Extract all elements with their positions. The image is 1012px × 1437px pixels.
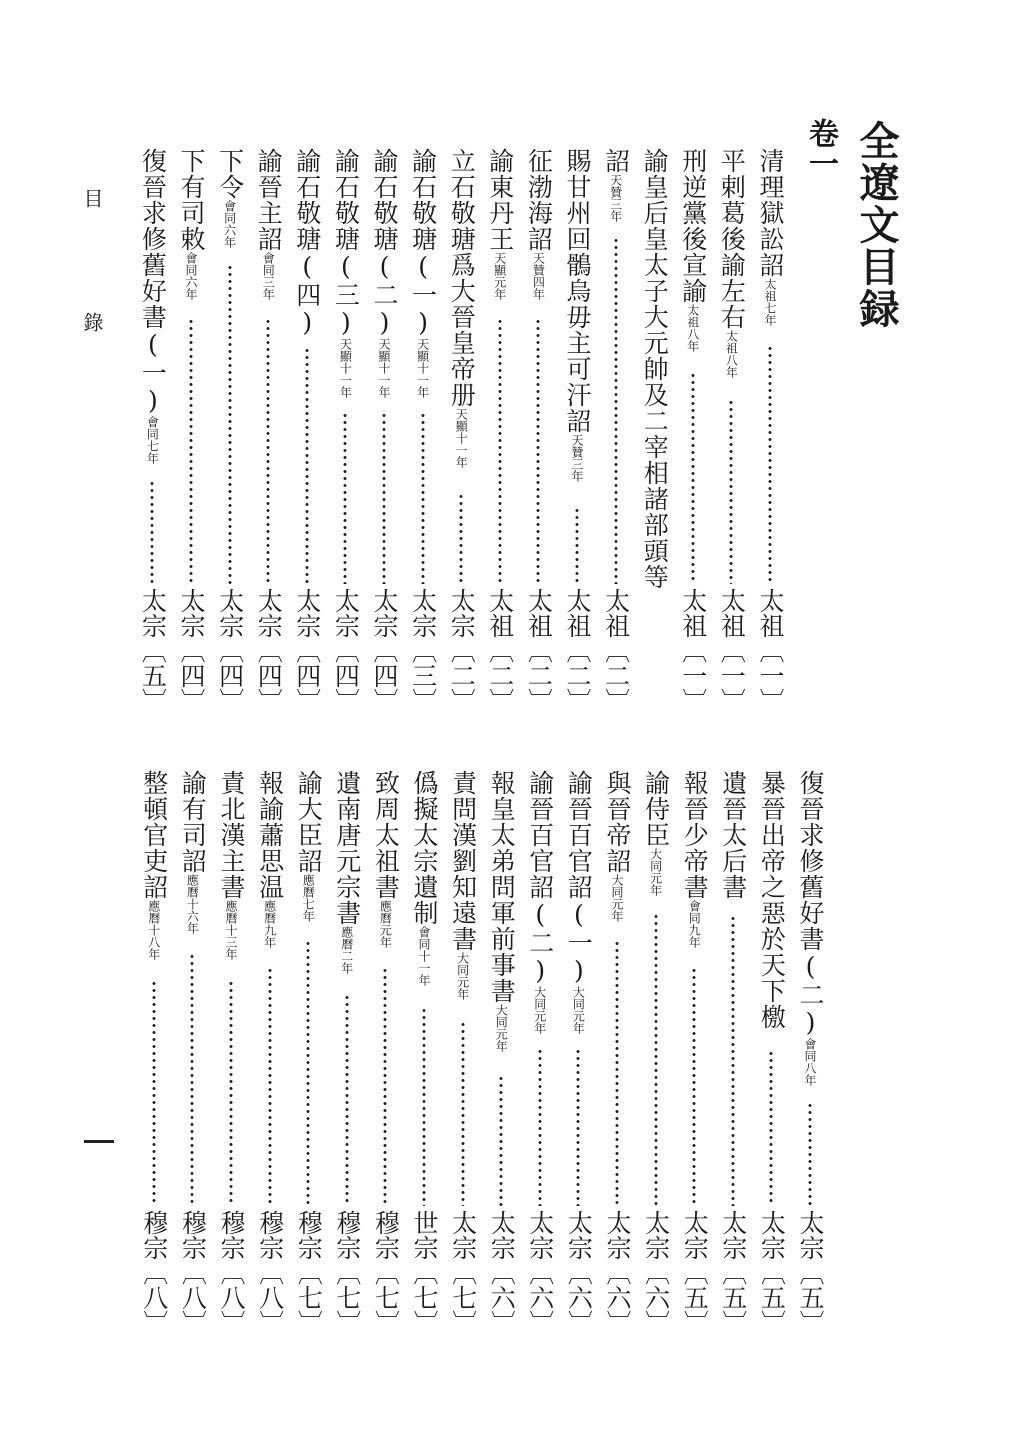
page-reference: 太祖〔二〕 [485,588,515,713]
toc-entry [136,770,172,960]
page-reference: 太宗〔三〕 [408,588,438,713]
toc-entry [329,770,365,974]
toc-entry [405,148,441,398]
entry-title: 諭石敬瑭(三) [331,148,361,338]
page-reference: 太祖〔二〕 [601,588,631,713]
entry-title: 立石敬瑭爲大晉皇帝册 [447,148,477,408]
toc-entry [638,770,674,896]
leader-dots [615,940,619,1206]
page-reference: 穆宗〔八〕 [178,1210,208,1335]
leader-dots [383,967,387,1206]
section-label: 目 錄 [80,188,104,372]
leader-dots [691,372,695,584]
entry-title: 平剌葛後諭左右 [717,148,747,330]
entry-title: 報諭蕭思温 [255,770,285,900]
page-reference: 太宗〔二〕 [447,588,477,713]
toc-entry [482,148,518,300]
leader-dots [731,915,735,1206]
page-reference: 太宗〔五〕 [680,1210,710,1335]
toc-entry [792,770,828,1086]
toc-entry [366,148,402,398]
page-reference: 太宗〔五〕 [138,588,168,713]
leader-dots [189,318,193,584]
toc-entry [598,148,634,222]
page-reference: 穆宗〔七〕 [332,1210,362,1335]
page-number [84,1140,114,1143]
page-reference: 太宗〔四〕 [177,588,206,713]
entry-title: 僞擬太宗遺制 [410,770,439,926]
entry-era: 大同元年 [532,986,547,1034]
toc-entry [289,148,325,338]
toc-entry [290,770,326,922]
leader-dots [190,953,194,1206]
entry-title: 下有司敕 [177,148,206,252]
entry-era: 天贊三年 [608,174,623,222]
leader-dots [459,493,463,584]
page-reference: 太宗〔六〕 [641,1210,671,1335]
page-reference: 穆宗〔八〕 [255,1210,285,1335]
toc-entry [636,148,672,590]
leader-dots [654,913,658,1206]
entry-era: 大同元年 [571,986,586,1034]
entry-era: 太祖七年 [763,278,777,326]
leader-dots [382,412,386,584]
page-reference: 穆宗〔七〕 [294,1210,324,1335]
entry-title: 責北漢主書 [217,770,246,900]
toc-entry [213,770,249,960]
toc-entry [367,770,403,948]
toc-entry [560,770,596,1034]
toc-entry [252,770,288,948]
toc-entry [173,148,209,300]
entry-era: 大同元年 [455,952,470,1000]
leader-dots [266,318,270,584]
entry-era: 會同六年 [184,252,198,300]
page-reference: 太宗〔四〕 [215,588,245,713]
toc-entry [559,148,595,482]
entry-title: 諭石敬瑭(二) [370,148,399,338]
page-reference: 太宗〔四〕 [331,588,361,713]
toc-entry [250,148,286,300]
page-reference: 太宗〔七〕 [448,1210,478,1335]
entry-era: 太祖八年 [685,304,700,352]
entry-title: 諭晉主詔 [254,148,284,252]
page-reference: 太祖〔二〕 [563,588,592,713]
leader-dots [150,480,154,584]
entry-title: 諭東丹王 [485,148,515,252]
toc-entry [522,770,558,1034]
leader-dots [345,994,349,1206]
leader-dots [421,412,425,584]
entry-title: 諭晉百官詔(一) [564,770,594,986]
entry-era: 天贊四年 [531,252,546,300]
entry-title: 暴晉出帝之惡於天下檄 [757,770,787,1030]
entry-era: 大同元年 [648,848,663,896]
toc-entry [327,148,363,398]
page-reference: 世宗〔七〕 [410,1210,439,1335]
entry-era: 天顯十一年 [338,338,353,398]
leader-dots [538,1048,542,1206]
toc-entry [715,770,751,900]
leader-dots [498,318,502,584]
entry-title: 整頓官吏詔 [139,770,169,900]
entry-title: 與晉帝詔 [603,770,632,874]
toc-entry [134,148,170,464]
entry-title: 報晉少帝書 [680,770,710,900]
page-title: 全遼文目録 [853,120,900,330]
entry-era: 應曆九年 [262,900,277,948]
entry-era: 應曆七年 [301,874,316,922]
leader-dots [152,980,156,1206]
entry-title: 遺晉太后書 [718,770,748,900]
page-reference: 太宗〔五〕 [718,1210,748,1335]
leader-dots [305,347,309,584]
entry-title: 諭大臣詔 [294,770,324,874]
leader-dots [228,264,232,584]
toc-entry [174,770,210,934]
page-reference: 太宗〔四〕 [292,588,322,713]
page-reference: 太祖〔一〕 [678,588,708,713]
page-reference: 太宗〔四〕 [370,588,399,713]
entry-title: 征渤海詔 [524,148,554,252]
page-reference: 太祖〔二〕 [524,588,554,713]
entry-title: 刑逆黨後宣諭 [678,148,708,304]
entry-title: 諭石敬瑭(一) [408,148,438,338]
entry-title: 詔 [601,148,631,174]
entry-title: 諭晉百官詔(二) [525,770,555,986]
page-reference: 太宗〔六〕 [487,1210,517,1335]
toc-entry [713,148,749,378]
entry-era: 大同元年 [610,874,624,922]
leader-dots [576,1048,580,1206]
page-reference: 穆宗〔八〕 [217,1210,246,1335]
page-reference: 太祖〔一〕 [756,588,785,713]
entry-era: 應曆元年 [378,900,393,948]
toc-entry [212,148,248,248]
entry-era: 應曆十六年 [185,874,200,934]
entry-title: 賜甘州回鶻烏毋主可汗詔 [563,148,592,434]
entry-title: 下令 [215,148,245,200]
leader-dots [575,507,579,584]
leader-dots [536,318,540,584]
leader-dots [461,1021,465,1206]
entry-era: 天顯元年 [492,252,507,300]
entry-era: 應曆二年 [339,926,354,974]
leader-dots [306,940,310,1206]
entry-title: 清理獄訟詔 [756,148,785,278]
entry-era: 大同元年 [494,1004,509,1052]
leader-dots [229,980,233,1206]
toc-entry [483,770,519,1052]
toc-entry [753,770,789,1030]
page-reference: 穆宗〔七〕 [371,1210,401,1335]
leader-dots [768,345,772,584]
page-reference: 太祖〔一〕 [717,588,747,713]
leader-dots [769,1050,773,1206]
leader-dots [692,967,696,1206]
leader-dots [422,1007,426,1206]
toc-entry [445,770,481,1000]
leader-dots [343,412,347,584]
entry-era: 天顯十一年 [415,338,430,398]
entry-title: 致周太祖書 [371,770,401,900]
page-reference: 太宗〔六〕 [603,1210,632,1335]
entry-title: 諭皇后皇太子大元帥及二宰相諸部頭等 [640,148,670,590]
leader-dots [499,1075,503,1206]
entry-era: 天顯十一年 [377,338,391,398]
leader-dots [268,967,272,1206]
entry-era: 應曆十八年 [146,900,161,960]
page-reference: 太宗〔五〕 [757,1210,787,1335]
entry-era: 會同九年 [687,900,702,948]
entry-title: 諭有司詔 [178,770,208,874]
page-reference: 太宗〔四〕 [254,588,284,713]
toc-entry [599,770,635,922]
toc-entry [520,148,556,300]
entry-era: 會同七年 [145,416,160,464]
toc-entry [443,148,479,468]
leader-dots [614,237,618,584]
entry-title: 復晉求修舊好書(一) [138,148,168,416]
entry-title: 遺南唐元宗書 [332,770,362,926]
entry-title: 諭石敬瑭(四) [292,148,322,338]
page-reference: 太宗〔五〕 [796,1210,825,1335]
volume-label: 卷一 [803,118,838,178]
entry-era: 天贊三年 [570,434,584,482]
page-reference: 穆宗〔八〕 [139,1210,169,1335]
leader-dots [729,399,733,584]
entry-era: 會同八年 [803,1038,817,1086]
page-reference: 太宗〔六〕 [525,1210,555,1335]
entry-title: 諭侍臣 [641,770,671,848]
toc-entry [752,148,788,326]
entry-era: 會同三年 [261,252,276,300]
toc-entry [675,148,711,352]
toc-entry [676,770,712,948]
entry-era: 應曆十三年 [224,900,238,960]
entry-era: 會同十一年 [417,926,431,986]
toc-entry [406,770,442,986]
page-reference: 太宗〔六〕 [564,1210,594,1335]
entry-title: 報皇太弟問軍前事書 [487,770,517,1004]
leader-dots [808,1102,812,1206]
entry-title: 復晉求修舊好書(二) [796,770,825,1038]
entry-title: 責問漢劉知遠書 [448,770,478,952]
entry-era: 太祖八年 [724,330,739,378]
entry-era: 會同六年 [222,200,237,248]
entry-era: 天顯十一年 [454,408,469,468]
